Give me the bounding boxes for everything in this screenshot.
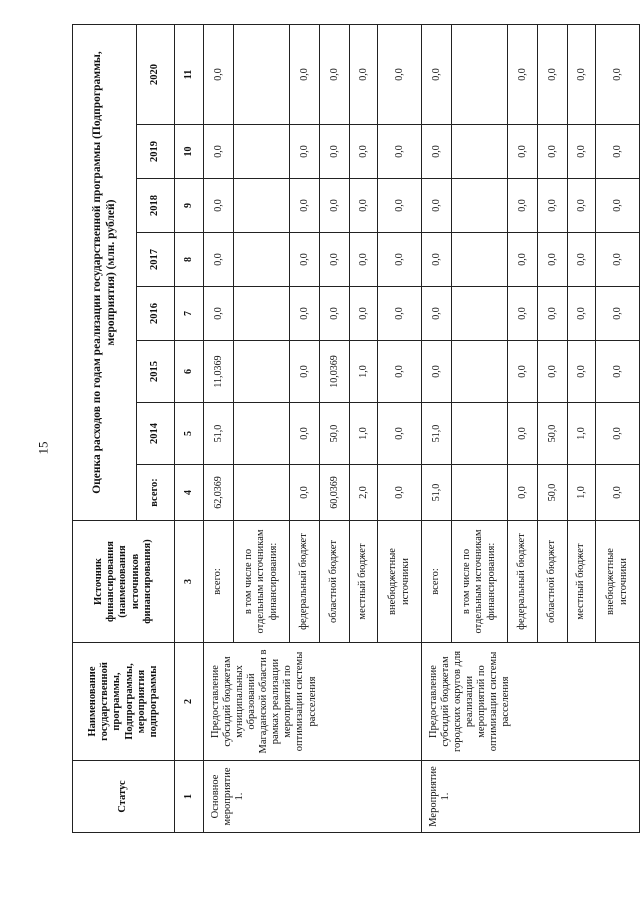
header-year: 2016 (137, 287, 175, 341)
year-value-cell: 0,0 (378, 25, 422, 125)
year-value-cell: 0,0 (568, 341, 596, 403)
year-value-cell (234, 403, 290, 465)
total-value-cell: 1,0 (568, 465, 596, 521)
year-value-cell: 0,0 (422, 25, 452, 125)
program-name-cell: Предоставление субсидий бюджетам муниципальных образований Магаданской области в рамках реализации мероприятий по оптимизации системы расселения (204, 643, 422, 761)
rotated-table-container (72, 25, 629, 833)
total-value-cell: 0,0 (378, 465, 422, 521)
total-value-cell (234, 465, 290, 521)
column-number: 5 (175, 403, 204, 465)
year-value-cell: 0,0 (596, 125, 640, 179)
year-value-cell: 0,0 (290, 403, 320, 465)
column-number: 3 (175, 521, 204, 643)
year-value-cell: 0,0 (538, 341, 568, 403)
total-value-cell: 62,0369 (204, 465, 234, 521)
year-value-cell (234, 233, 290, 287)
year-value-cell: 0,0 (508, 125, 538, 179)
year-value-cell (234, 179, 290, 233)
year-value-cell: 0,0 (378, 287, 422, 341)
year-value-cell: 0,0 (568, 25, 596, 125)
column-number: 1 (175, 761, 204, 833)
year-value-cell: 0,0 (378, 125, 422, 179)
year-value-cell: 0,0 (290, 25, 320, 125)
year-value-cell: 0,0 (290, 233, 320, 287)
total-value-cell: 0,0 (290, 465, 320, 521)
year-value-cell: 0,0 (350, 287, 378, 341)
column-number: 6 (175, 341, 204, 403)
column-number: 10 (175, 125, 204, 179)
funding-source-cell: в том числе по отдельным источникам финансирования: (234, 521, 290, 643)
header-year: 2014 (137, 403, 175, 465)
year-value-cell (234, 125, 290, 179)
header-total: всего: (137, 465, 175, 521)
year-value-cell: 10,0369 (320, 341, 350, 403)
year-value-cell: 0,0 (350, 125, 378, 179)
column-number: 9 (175, 179, 204, 233)
year-value-cell: 0,0 (568, 233, 596, 287)
year-value-cell: 0,0 (204, 233, 234, 287)
funding-source-cell: местный бюджет (568, 521, 596, 643)
year-value-cell (452, 341, 508, 403)
year-value-cell: 0,0 (508, 179, 538, 233)
year-value-cell: 0,0 (290, 287, 320, 341)
year-value-cell: 0,0 (508, 25, 538, 125)
column-number: 11 (175, 25, 204, 125)
year-value-cell: 0,0 (596, 287, 640, 341)
year-value-cell (452, 233, 508, 287)
year-value-cell: 0,0 (538, 233, 568, 287)
year-value-cell: 0,0 (320, 287, 350, 341)
funding-source-cell: областной бюджет (320, 521, 350, 643)
year-value-cell: 0,0 (568, 125, 596, 179)
year-value-cell: 0,0 (204, 287, 234, 341)
page-number: 15 (35, 441, 51, 455)
funding-source-cell: внебюджетные источники (596, 521, 640, 643)
column-number: 7 (175, 287, 204, 341)
year-value-cell: 0,0 (596, 25, 640, 125)
year-value-cell: 0,0 (508, 287, 538, 341)
year-value-cell: 0,0 (568, 287, 596, 341)
year-value-cell: 0,0 (320, 125, 350, 179)
header-year: 2017 (137, 233, 175, 287)
year-value-cell: 0,0 (508, 233, 538, 287)
header-estimate: Оценка расходов по годам реализации государственной программы (Подпрограммы, мероприятия) (млн. рублей) (73, 25, 137, 521)
year-value-cell (234, 341, 290, 403)
header-source: Источник финансирования (наименования источников финансирования) (73, 521, 175, 643)
funding-source-cell: всего: (422, 521, 452, 643)
year-value-cell: 0,0 (350, 179, 378, 233)
year-value-cell: 0,0 (568, 179, 596, 233)
table-body (175, 25, 640, 833)
year-value-cell: 50,0 (538, 403, 568, 465)
year-value-cell: 50,0 (320, 403, 350, 465)
year-value-cell: 0,0 (422, 341, 452, 403)
funding-source-cell: внебюджетные источники (378, 521, 422, 643)
header-year: 2015 (137, 341, 175, 403)
year-value-cell: 0,0 (378, 179, 422, 233)
year-value-cell: 0,0 (538, 25, 568, 125)
funding-source-cell: федеральный бюджет (290, 521, 320, 643)
column-number: 2 (175, 643, 204, 761)
year-value-cell: 1,0 (350, 403, 378, 465)
funding-source-cell: федеральный бюджет (508, 521, 538, 643)
year-value-cell (234, 25, 290, 125)
column-number-row (175, 25, 204, 833)
year-value-cell (452, 25, 508, 125)
status-cell: Мероприятие 1. (422, 761, 640, 833)
year-value-cell: 0,0 (596, 341, 640, 403)
total-value-cell: 50,0 (538, 465, 568, 521)
year-value-cell (452, 179, 508, 233)
funding-source-cell: областной бюджет (538, 521, 568, 643)
header-year: 2020 (137, 25, 175, 125)
total-value-cell: 0,0 (508, 465, 538, 521)
column-number: 8 (175, 233, 204, 287)
program-name-cell: Предоставление субсидий бюджетам городских округов для реализации мероприятий по оптимизации системы расселения (422, 643, 640, 761)
year-value-cell: 0,0 (596, 179, 640, 233)
total-value-cell: 60,0369 (320, 465, 350, 521)
year-value-cell: 1,0 (568, 403, 596, 465)
year-value-cell: 0,0 (320, 233, 350, 287)
year-value-cell (452, 287, 508, 341)
year-value-cell: 0,0 (538, 179, 568, 233)
year-value-cell: 0,0 (350, 233, 378, 287)
column-number: 4 (175, 465, 204, 521)
status-cell: Основное мероприятие 1. (204, 761, 422, 833)
year-value-cell (452, 403, 508, 465)
year-value-cell: 0,0 (320, 179, 350, 233)
year-value-cell: 0,0 (378, 403, 422, 465)
header-year: 2018 (137, 179, 175, 233)
header-name: Наименование государственной программы, Подпрограммы, мероприятия подпрограммы (73, 643, 175, 761)
funding-source-cell: в том числе по отдельным источникам финансирования: (452, 521, 508, 643)
year-value-cell: 0,0 (538, 287, 568, 341)
year-value-cell: 51,0 (204, 403, 234, 465)
year-value-cell (234, 287, 290, 341)
year-value-cell: 11,0369 (204, 341, 234, 403)
funding-source-cell: местный бюджет (350, 521, 378, 643)
year-value-cell: 0,0 (422, 179, 452, 233)
total-value-cell: 51,0 (422, 465, 452, 521)
year-value-cell: 1,0 (350, 341, 378, 403)
year-value-cell: 0,0 (508, 403, 538, 465)
year-value-cell: 0,0 (378, 341, 422, 403)
year-value-cell: 0,0 (204, 25, 234, 125)
year-value-cell: 0,0 (290, 179, 320, 233)
year-value-cell: 0,0 (596, 233, 640, 287)
year-value-cell: 0,0 (422, 233, 452, 287)
year-value-cell: 0,0 (538, 125, 568, 179)
year-value-cell (452, 125, 508, 179)
year-value-cell: 0,0 (422, 125, 452, 179)
header-status: Статус (73, 761, 175, 833)
year-value-cell: 0,0 (290, 125, 320, 179)
year-value-cell: 0,0 (320, 25, 350, 125)
total-value-cell: 2,0 (350, 465, 378, 521)
year-value-cell: 51,0 (422, 403, 452, 465)
year-value-cell: 0,0 (596, 403, 640, 465)
funding-source-cell: всего: (204, 521, 234, 643)
year-value-cell: 0,0 (378, 233, 422, 287)
year-value-cell: 0,0 (422, 287, 452, 341)
year-value-cell: 0,0 (508, 341, 538, 403)
year-value-cell: 0,0 (204, 125, 234, 179)
year-value-cell: 0,0 (204, 179, 234, 233)
total-value-cell: 0,0 (596, 465, 640, 521)
header-year: 2019 (137, 125, 175, 179)
year-value-cell: 0,0 (350, 25, 378, 125)
budget-table (72, 24, 640, 833)
table-row (204, 25, 234, 833)
year-value-cell: 0,0 (290, 341, 320, 403)
table-row (422, 25, 452, 833)
total-value-cell (452, 465, 508, 521)
